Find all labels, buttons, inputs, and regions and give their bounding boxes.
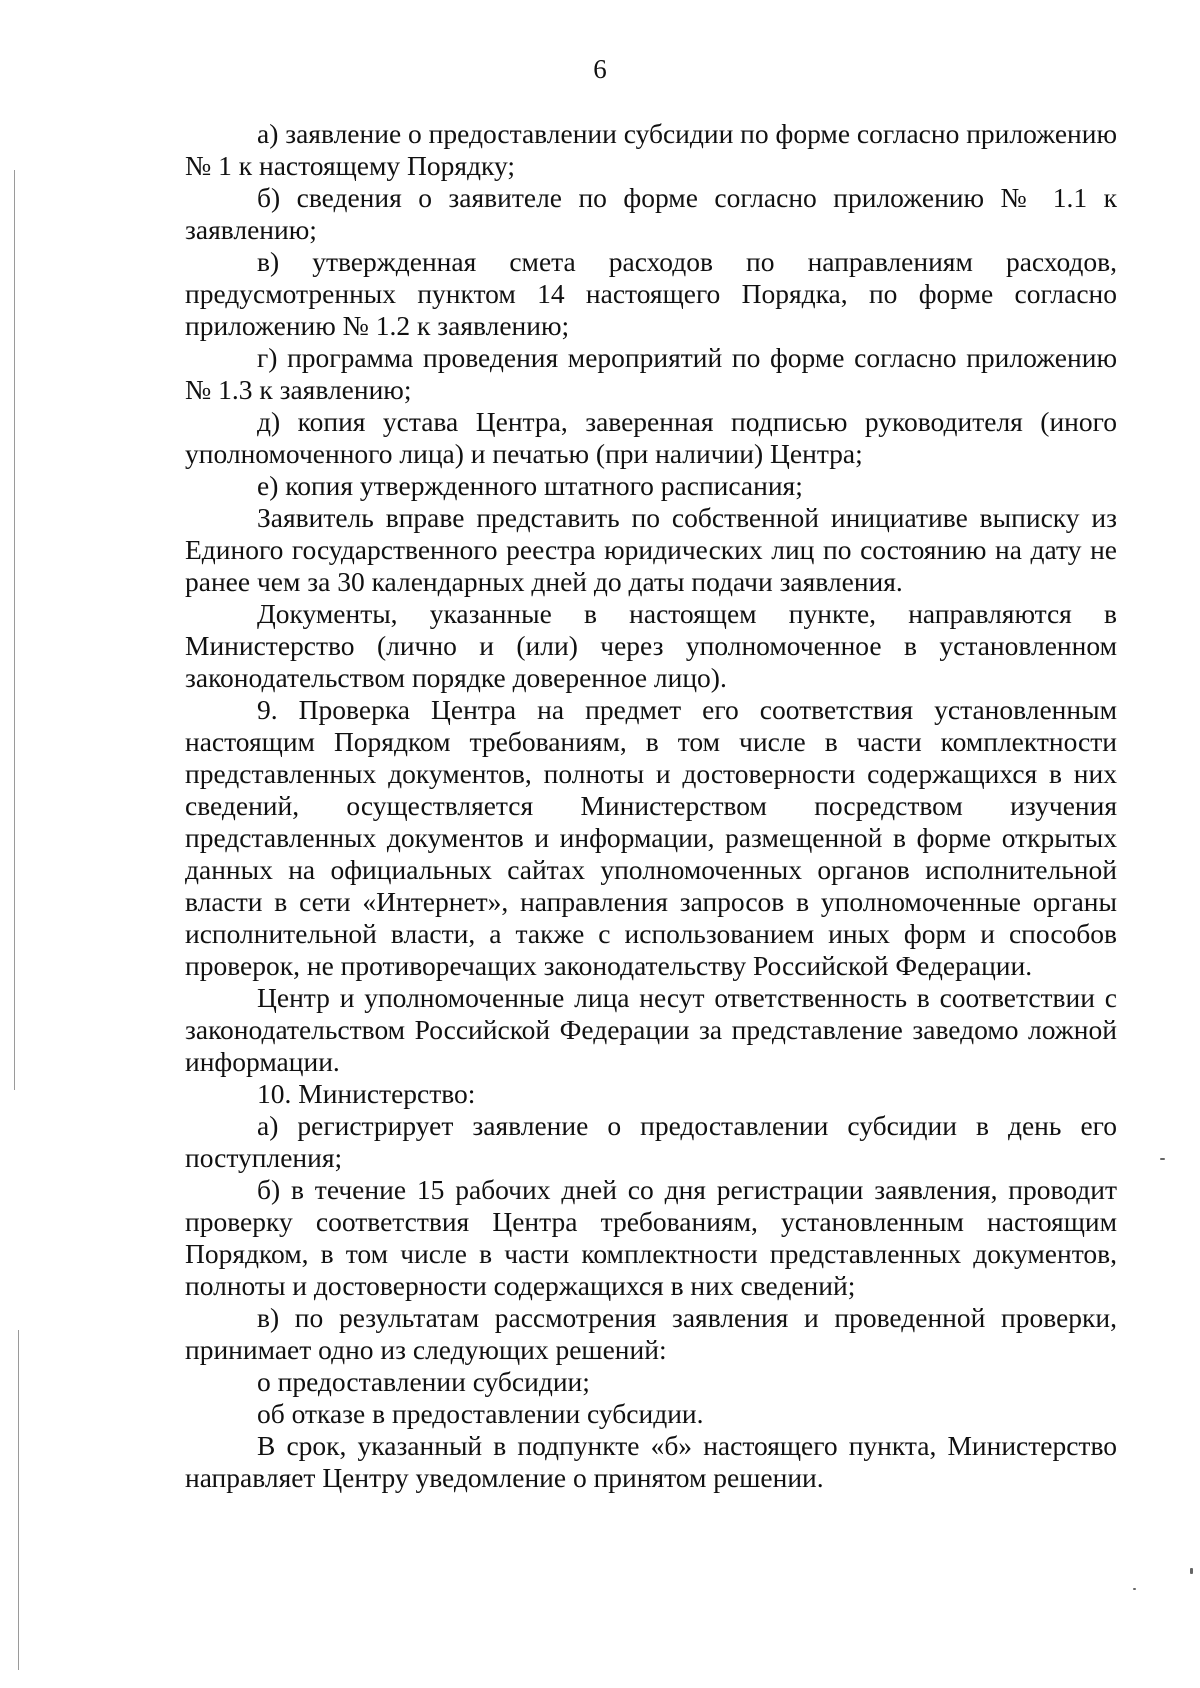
paragraph-documents-sent: Документы, указанные в настоящем пункте, направляются в Министерство (лично и (или) через уполномоченное в установленном законодательством порядке доверенное лицо). xyxy=(185,598,1117,693)
paragraph-clause-10-v: в) по результатам рассмотрения заявления и проведенной проверки, принимает одно из следующих решений: xyxy=(185,1302,1117,1365)
paragraph-item-d: д) копия устава Центра, заверенная подписью руководителя (иного уполномоченного лица) и печатью (при наличии) Центра; xyxy=(185,406,1117,469)
paragraph-item-v: в) утвержденная смета расходов по направлениям расходов, предусмотренных пунктом 14 настоящего Порядка, по форме согласно приложению № 1.2 к заявлению; xyxy=(185,246,1117,341)
paragraph-item-g: г) программа проведения мероприятий по форме согласно приложению № 1.3 к заявлению; xyxy=(185,342,1117,405)
page-number: 6 xyxy=(593,54,607,84)
scan-edge-line-top xyxy=(14,170,15,1090)
scan-speck xyxy=(1190,1568,1193,1574)
paragraph-decision-grant: о предоставлении субсидии; xyxy=(257,1366,590,1397)
paragraph-clause-9: 9. Проверка Центра на предмет его соответствия установленным настоящим Порядком требованиям, в том числе в части комплектности представленных документов, полноты и достоверности содержащихся в них сведений, осуществляется Министерством посредством изучения представленных документов и информации, размещенной в форме открытых данных на официальных сайтах уполномоченных органов исполнительной власти в сети «Интернет», направления запросов в уполномоченные органы исполнительной власти, а также с использованием иных форм и способов проверок, не противоречащих законодательству Российской Федерации. xyxy=(185,694,1117,981)
paragraph-responsibility: Центр и уполномоченные лица несут ответственность в соответствии с законодательством Российской Федерации за представление заведомо ложной информации. xyxy=(185,982,1117,1077)
scan-edge-line-bottom xyxy=(18,1330,19,1670)
paragraph-clause-10: 10. Министерство: xyxy=(257,1078,476,1109)
paragraph-clause-10-b: б) в течение 15 рабочих дней со дня регистрации заявления, проводит проверку соответствия Центра требованиям, установленным настоящим Порядком, в том числе в части комплектности представленных документов, полноты и достоверности содержащихся в них сведений; xyxy=(185,1174,1117,1301)
scan-speck xyxy=(1160,1158,1165,1160)
paragraph-applicant-right: Заявитель вправе представить по собственной инициативе выписку из Единого государственного реестра юридических лиц по состоянию на дату не ранее чем за 30 календарных дней до даты подачи заявления. xyxy=(185,502,1117,597)
paragraph-item-a: а) заявление о предоставлении субсидии по форме согласно приложению № 1 к настоящему Порядку; xyxy=(185,118,1118,181)
scan-speck xyxy=(1133,1588,1136,1590)
paragraph-item-e: е) копия утвержденного штатного расписания; xyxy=(257,470,803,501)
document-body xyxy=(185,118,1117,1494)
paragraph-notification: В срок, указанный в подпункте «б» настоящего пункта, Министерство направляет Центру уведомление о принятом решении. xyxy=(185,1430,1117,1493)
paragraph-decision-refuse: об отказе в предоставлении субсидии. xyxy=(257,1398,704,1429)
paragraph-clause-10-a: а) регистрирует заявление о предоставлении субсидии в день его поступления; xyxy=(185,1110,1117,1173)
paragraph-item-b: б) сведения о заявителе по форме согласно приложению № 1.1 к заявлению; xyxy=(185,182,1117,245)
